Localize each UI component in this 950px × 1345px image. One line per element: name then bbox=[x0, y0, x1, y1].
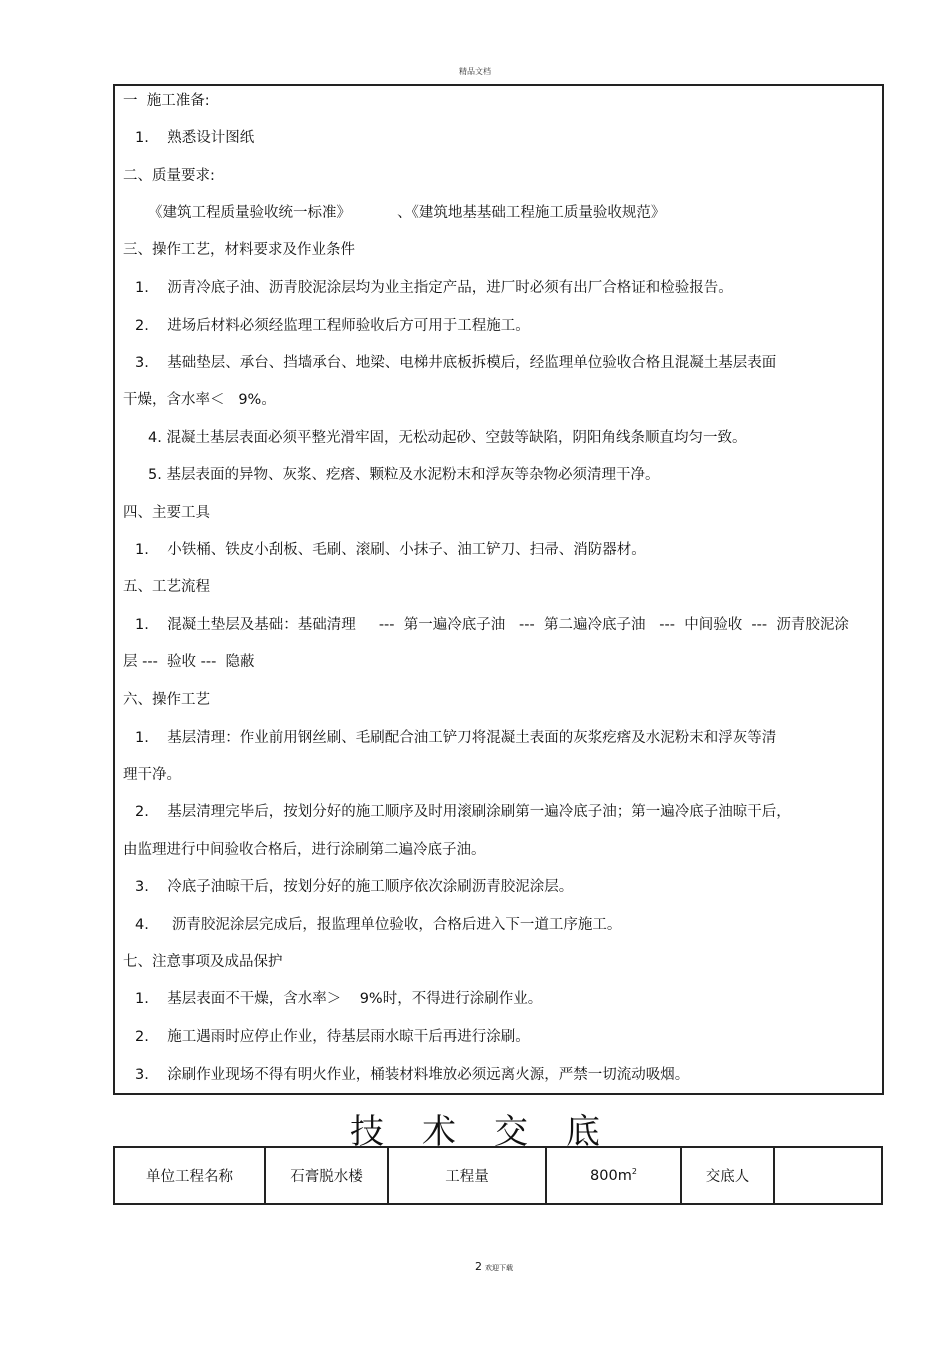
quantity-label: 工程量 bbox=[388, 1147, 546, 1204]
section-heading: 二、质量要求: bbox=[123, 168, 215, 184]
content-box bbox=[113, 84, 884, 1095]
list-item: 1. 基层清理：作业前用钢丝刷、毛刷配合油工铲刀将混凝土表面的灰浆疙瘩及水泥粉末和浮灰等清 bbox=[135, 730, 777, 746]
section-heading: 一 施工准备: bbox=[123, 93, 210, 109]
list-item-continued: 由监理进行中间验收合格后，进行涂刷第二遍冷底子油。 bbox=[123, 842, 486, 858]
list-item: 2. 进场后材料必须经监理工程师验收后方可用于工程施工。 bbox=[135, 318, 530, 334]
list-item: 2. 基层清理完毕后，按划分好的施工顺序及时用滚刷涂刷第一遍冷底子油；第一遍冷底子油晾干后， bbox=[135, 804, 791, 820]
page-footer bbox=[475, 1260, 513, 1273]
list-item: 1. 小铁桶、铁皮小刮板、毛刷、滚刷、小抹子、油工铲刀、扫帚、消防器材。 bbox=[135, 542, 646, 558]
list-item: 4. 沥青胶泥涂层完成后，报监理单位验收，合格后进入下一道工序施工。 bbox=[135, 917, 622, 933]
section-heading: 三、操作工艺，材料要求及作业条件 bbox=[123, 242, 355, 258]
list-item: 3. 涂刷作业现场不得有明火作业，桶装材料堆放必须远离火源，严禁一切流动吸烟。 bbox=[135, 1067, 690, 1083]
list-item-continued: 层 --- 验收 --- 隐蔽 bbox=[123, 654, 255, 670]
section-heading: 七、注意事项及成品保护 bbox=[123, 954, 283, 970]
info-table bbox=[113, 1146, 883, 1205]
list-item-continued: 干燥，含水率＜ 9%。 bbox=[123, 392, 276, 408]
unit-name-label: 单位工程名称 bbox=[114, 1147, 265, 1204]
list-item: 4. 混凝土基层表面必须平整光滑牢固，无松动起砂、空鼓等缺陷，阴阳角线条顺直均匀一致。 bbox=[148, 430, 747, 446]
quantity-cell bbox=[546, 1147, 681, 1204]
quantity-unit-exponent: 2 bbox=[631, 1167, 637, 1177]
standards-line: 《建筑工程质量验收统一标准》 、《建筑地基基础工程施工质量验收规范》 bbox=[148, 205, 666, 221]
list-item: 3. 基础垫层、承台、挡墙承台、地梁、电梯井底板拆模后，经监理单位验收合格且混凝土基层表面 bbox=[135, 355, 777, 371]
section-heading: 四、主要工具 bbox=[123, 505, 210, 521]
list-item: 1. 混凝土垫层及基础：基础清理 --- 第一遍冷底子油 --- 第二遍冷底子油 --- 中间验收 --- 沥青胶泥涂 bbox=[135, 617, 849, 633]
page-header: 精品文档 bbox=[459, 67, 491, 76]
list-item: 1. 沥青冷底子油、沥青胶泥涂层均为业主指定产品，进厂时必须有出厂合格证和检验报告。 bbox=[135, 280, 733, 296]
list-item: 5. 基层表面的异物、灰浆、疙瘩、颗粒及水泥粉末和浮灰等杂物必须清理干净。 bbox=[148, 467, 660, 483]
document-title: 技术交底 bbox=[350, 1112, 638, 1152]
presenter-value bbox=[774, 1147, 882, 1204]
table-row bbox=[114, 1147, 882, 1204]
list-item: 2. 施工遇雨时应停止作业，待基层雨水晾干后再进行涂刷。 bbox=[135, 1029, 530, 1045]
section-heading: 五、工艺流程 bbox=[123, 579, 210, 595]
footer-note: 欢迎下载 bbox=[485, 1264, 513, 1272]
presenter-label: 交底人 bbox=[681, 1147, 774, 1204]
list-item: 3. 冷底子油晾干后，按划分好的施工顺序依次涂刷沥青胶泥涂层。 bbox=[135, 879, 574, 895]
section-heading: 六、操作工艺 bbox=[123, 692, 210, 708]
list-item-continued: 理干净。 bbox=[123, 767, 181, 783]
unit-name-value: 石膏脱水楼 bbox=[265, 1147, 388, 1204]
list-item: 1. 熟悉设计图纸 bbox=[135, 130, 255, 146]
list-item: 1. 基层表面不干燥，含水率＞ 9%时，不得进行涂刷作业。 bbox=[135, 991, 543, 1007]
quantity-value: 800m bbox=[590, 1167, 632, 1184]
page-number: 2 bbox=[475, 1260, 482, 1273]
